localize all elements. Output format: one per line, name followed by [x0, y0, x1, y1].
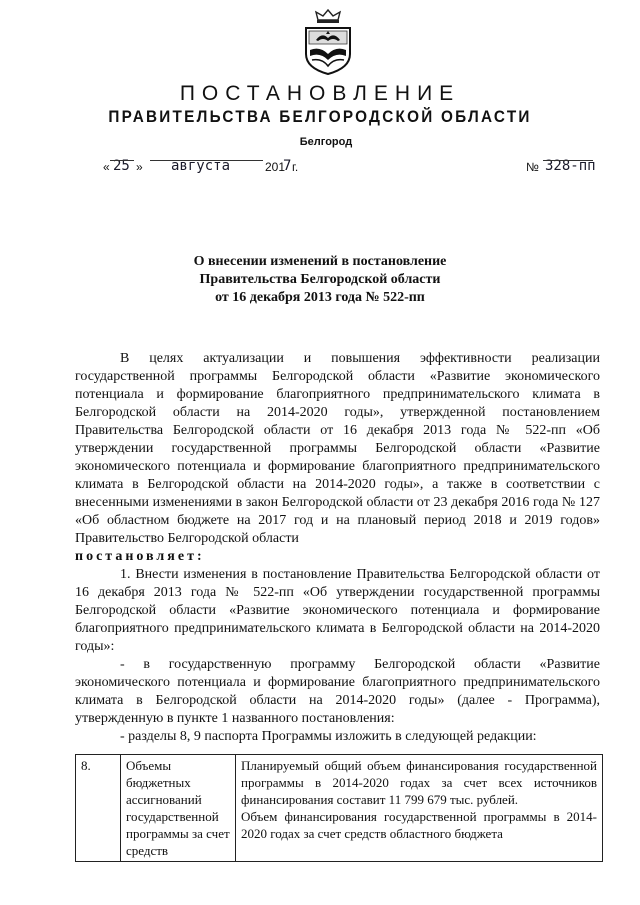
- document-type-heading: ПОСТАНОВЛЕНИЕ: [179, 82, 461, 105]
- resolves-word: [75, 548, 600, 566]
- issuing-authority-heading: ПРАВИТЕЛЬСТВА БЕЛГОРОДСКОЙ ОБЛАСТИ: [108, 107, 532, 126]
- subclause-program-paragraph: - в государственную программу Белгородской области «Развитие экономического потенциала и формирование благоприятного предпринимательского климата в Белгородской области на 2014-2020 годы» (далее - Программа), утвержденную в пункте 1 названного постановления:: [75, 657, 600, 726]
- table-cell-number: 8.: [76, 755, 121, 862]
- date-year-prefix: 201: [265, 160, 286, 174]
- passport-table: [75, 754, 603, 862]
- clause-1-paragraph: 1. Внести изменения в постановление Правительства Белгородской области от 16 декабря 2013 года № 522-пп «Об утверждении государственной программы Белгородской области «Развитие экономического потенциала и формирование благоприятного предпринимательского климата в Белгородской области на 2014-2020 годы»:: [75, 567, 600, 654]
- date-year-unit: г.: [292, 160, 299, 174]
- resolves-word-text: постановляет:: [75, 549, 205, 564]
- funding-total-text: Планируемый общий объем финансирования государственной программы в 2014-2020 годах за счет всех источников финансирования составит 11 799 679 тыс. рублей.: [241, 758, 597, 807]
- title-line: О внесении изменений в постановление: [193, 254, 447, 269]
- number-underline: [543, 160, 593, 161]
- table-cell-label: Объемы бюджетных ассигнований государственной программы за счет средств: [121, 755, 236, 862]
- number-label: №: [526, 160, 539, 174]
- coat-of-arms-emblem: [300, 8, 356, 76]
- date-year-suffix: 7: [283, 158, 292, 174]
- title-line: от 16 декабря 2013 года № 522-пп: [215, 290, 425, 305]
- document-number: 328-пп: [545, 158, 596, 174]
- date-day: 25: [113, 158, 130, 174]
- date-month: августа: [171, 158, 231, 174]
- table-row: [76, 755, 603, 862]
- date-close-quote: »: [136, 160, 143, 174]
- subclause-passport-paragraph: - разделы 8, 9 паспорта Программы изложить в следующей редакции:: [120, 729, 537, 744]
- month-underline: [150, 160, 263, 161]
- preamble-paragraph: В целях актуализации и повышения эффективности реализации государственной программы Белгородской области «Развитие экономического потенциала и формирование благоприятного предпринимательского климата в Белгородской области на 2014-2020 годы», утвержденной постановлением Правительства Белгородской области от 16 декабря 2013 года № 522-пп «Об утверждении государственной программы Белгородской области «Развитие экономического потенциала и формирование благоприятного предпринимательского климата в Белгородской области на 2014-2020 годы», а также в соответствии с внесенными изменениями в закон Белгородской области от 23 декабря 2016 года № 127 «Об областном бюджете на 2017 год и на плановый период 2018 и 2019 годов» Правительство Белгородской области: [75, 351, 600, 546]
- date-and-number-line: [0, 158, 640, 180]
- document-title: [0, 253, 640, 307]
- table-cell-content: [236, 755, 603, 862]
- funding-regional-text: Объем финансирования государственной программы в 2014-2020 годах за счет средств областного бюджета: [241, 809, 597, 841]
- title-line: Правительства Белгородской области: [199, 272, 441, 287]
- date-open-quote: «: [103, 160, 110, 174]
- document-body: [75, 350, 600, 746]
- day-underline: [110, 160, 134, 161]
- city-label: Белгород: [299, 136, 353, 148]
